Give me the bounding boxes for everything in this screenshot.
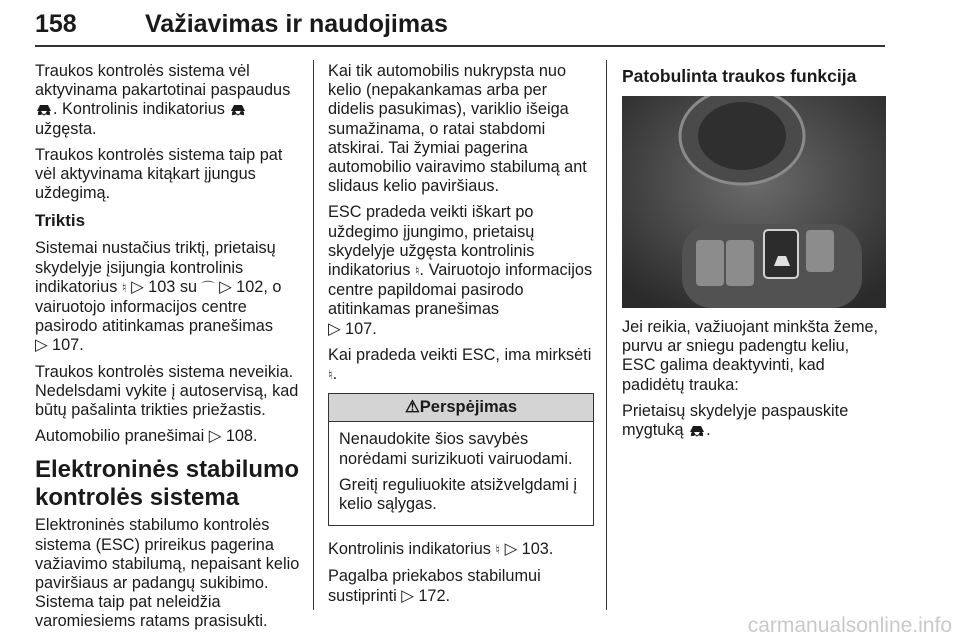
section-heading: Triktis [35, 211, 86, 231]
traction-off-icon [35, 102, 53, 116]
paragraph: Jei reikia, važiuojant minkšta žeme, purvu ar sniegu padengtu keliu, ESC galima deaktyvinti, kad padidėtų trauka: [622, 318, 879, 394]
section-heading: Elektroninės stabilumo kontrolės sistema [35, 456, 300, 512]
column-2 [328, 62, 594, 613]
column-3 [622, 62, 886, 447]
reference-arrow-icon: ▷ [401, 586, 414, 605]
page-number: 158 [35, 10, 77, 38]
warning-header [329, 394, 593, 422]
paragraph: ESC pradeda veikti iškart po uždegimo įjungimo, prietaisų skydelyje užgęsta kontrolinis indikatorius ♮. Vairuotojo informacijos centre papildomai pasirodo atitinkamas pranešimas ▷ 107. [328, 203, 593, 338]
paragraph: Traukos kontrolės sistema neveikia. Nedelsdami vykite į autoservisą, kad būtų pašalinta trikties priežastis. [35, 362, 299, 420]
paragraph: Traukos kontrolės sistema taip pat vėl aktyvinama kitąkart įjungus uždegimą. [35, 145, 283, 203]
section-heading: Patobulinta traukos funkcija [622, 66, 857, 86]
watermark: carmanualsonline.info [747, 614, 952, 637]
column-divider [313, 60, 314, 610]
esc-indicator-icon: ♮ [414, 264, 420, 280]
abs-indicator-icon: ⌒ [201, 280, 215, 296]
reference-arrow-icon: ▷ [219, 277, 232, 296]
header-rule [35, 45, 885, 47]
reference-arrow-icon: ▷ [35, 336, 48, 355]
esc-indicator-icon: ♮ [121, 280, 127, 296]
column-divider [606, 60, 607, 610]
warning-box [328, 393, 594, 526]
traction-off-icon [688, 423, 706, 437]
traction-off-icon [229, 102, 247, 116]
chapter-title: Važiavimas ir naudojimas [145, 10, 448, 38]
paragraph: Automobilio pranešimai ▷ 108. [35, 427, 258, 446]
paragraph: Kai tik automobilis nukrypsta nuo kelio (nepakankamas arba per didelis pasukimas), variklio išeiga sumažinama, o ratai stabdomi atskirai. Tai žymiai pagerina automobilio vairavimo stabilumą ant slidaus kelio paviršiaus. [328, 62, 587, 196]
paragraph: Prietaisų skydelyje paspauskite mygtuką . [622, 401, 849, 440]
page-header [35, 6, 885, 46]
paragraph: Traukos kontrolės sistema vėl aktyvinama pakartotinai paspaudus . Kontrolinis indikatorius užgęsta. [35, 62, 291, 138]
warning-body [329, 422, 593, 525]
column-1 [35, 62, 303, 639]
paragraph: Kontrolinis indikatorius ♮ ▷ 103. [328, 540, 554, 559]
warning-icon: ⚠ [404, 398, 420, 417]
paragraph: Nenaudokite šios savybės norėdami surizikuoti vairuodami. [339, 430, 573, 468]
paragraph: Elektroninės stabilumo kontrolės sistema (ESC) prireikus pagerina važiavimo stabilumą, nepaisant kelio paviršiaus ar padangų sukibimo. Sistema taip pat neleidžia varomiesiems ratams prasisukti. [35, 516, 300, 631]
dashboard-switch-photo [622, 96, 886, 308]
warning-title: Perspėjimas [419, 398, 518, 417]
reference-arrow-icon: ▷ [328, 319, 341, 338]
esc-indicator-icon: ♮ [328, 368, 333, 384]
reference-arrow-icon: ▷ [504, 540, 518, 559]
paragraph: Greitį reguliuokite atsižvelgdami į kelio sąlygas. [339, 475, 577, 514]
reference-arrow-icon: ▷ [131, 277, 144, 296]
paragraph: Pagalba priekabos stabilumui sustiprinti ▷ 172. [328, 567, 541, 605]
esc-indicator-icon: ♮ [495, 543, 501, 559]
paragraph: Kai pradeda veikti ESC, ima mirksėti ♮. [328, 345, 592, 384]
reference-arrow-icon: ▷ [208, 427, 222, 446]
paragraph: Sistemai nustačius triktį, prietaisų skydelyje įsijungia kontrolinis indikatorius ♮ ▷ 103 su ⌒ ▷ 102, o vairuotojo informacijos centre pasirodo atitinkamas pranešimas ▷ 107. [35, 239, 282, 355]
